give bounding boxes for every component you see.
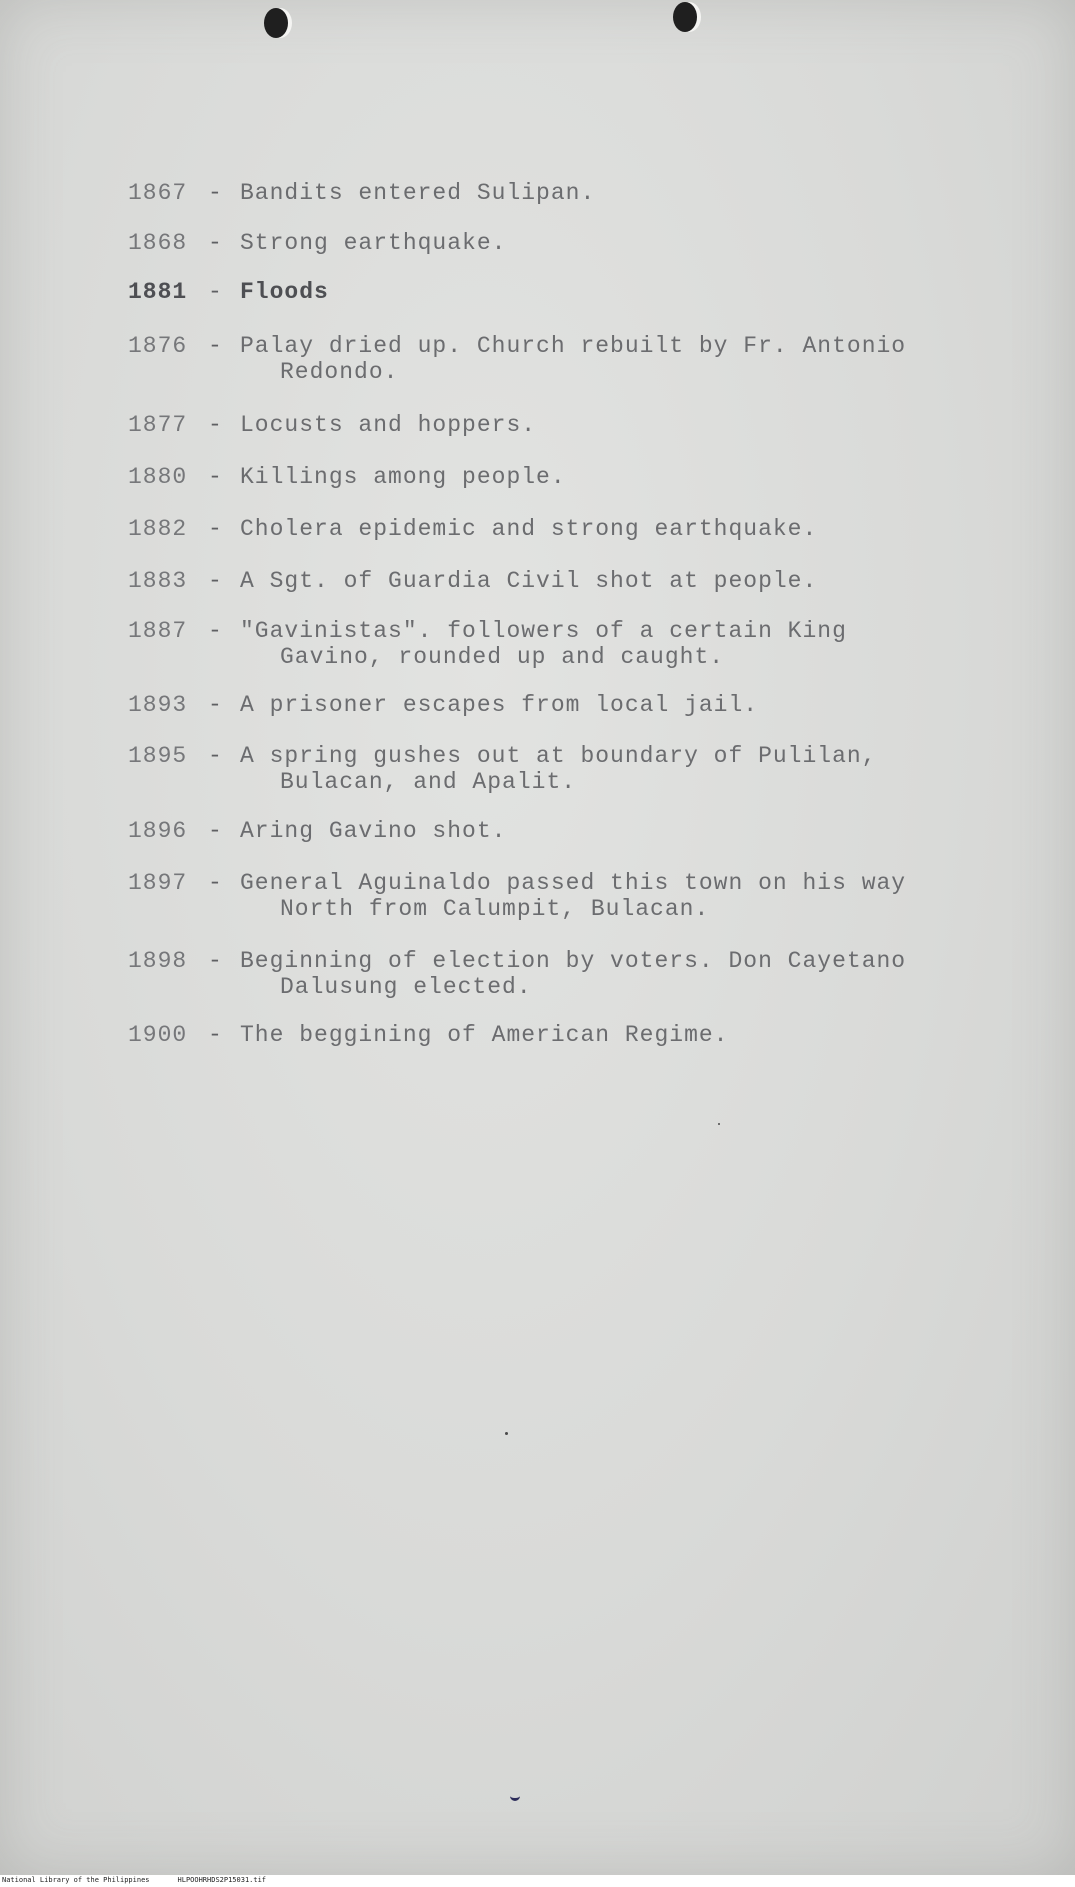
entry-continuation: North from Calumpit, Bulacan. <box>280 896 710 922</box>
entry-line: Bandits entered Sulipan. <box>240 180 596 206</box>
entry-dash: - <box>208 516 223 542</box>
entry-continuation: Bulacan, and Apalit. <box>280 769 577 795</box>
entry-line: Floods <box>240 279 329 305</box>
entry-continuation: Redondo. <box>280 359 399 385</box>
list-item <box>128 743 960 795</box>
entry-text <box>240 333 960 385</box>
entry-text <box>240 1022 960 1048</box>
entry-dash: - <box>208 333 223 359</box>
entry-year: 1887 <box>128 618 188 644</box>
entry-line: Palay dried up. Church rebuilt by Fr. Antonio <box>240 333 907 359</box>
entry-year: 1867 <box>128 180 188 206</box>
entry-line: A Sgt. of Guardia Civil shot at people. <box>240 568 818 594</box>
list-item <box>128 464 960 490</box>
list-item <box>128 516 960 542</box>
entry-dash: - <box>208 870 223 896</box>
list-item <box>128 568 960 594</box>
list-item <box>128 1022 960 1048</box>
list-item <box>128 333 960 385</box>
list-item <box>128 692 960 718</box>
list-item <box>128 279 960 305</box>
entry-line: The beggining of American Regime. <box>240 1022 729 1048</box>
list-item <box>128 618 960 670</box>
entry-dash: - <box>208 568 223 594</box>
entry-dash: - <box>208 230 223 256</box>
list-item <box>128 818 960 844</box>
entry-year: 1895 <box>128 743 188 769</box>
entry-line: A prisoner escapes from local jail. <box>240 692 759 718</box>
entry-year: 1896 <box>128 818 188 844</box>
entry-text <box>240 743 960 795</box>
entry-year: 1868 <box>128 230 188 256</box>
entry-line: General Aguinaldo passed this town on his way <box>240 870 907 896</box>
entry-dash: - <box>208 743 223 769</box>
entry-line: Strong earthquake. <box>240 230 507 256</box>
entry-dash: - <box>208 412 223 438</box>
entry-text <box>240 618 960 670</box>
entry-line: Cholera epidemic and strong earthquake. <box>240 516 818 542</box>
entry-line: Killings among people. <box>240 464 566 490</box>
entry-year: 1883 <box>128 568 188 594</box>
footer-library: National Library of the Philippines <box>2 1876 150 1884</box>
list-item <box>128 180 960 206</box>
entry-text <box>240 412 960 438</box>
list-item <box>128 230 960 256</box>
entry-line: A spring gushes out at boundary of Pulilan, <box>240 743 877 769</box>
entry-dash: - <box>208 618 223 644</box>
entry-dash: - <box>208 1022 223 1048</box>
list-item <box>128 948 960 1000</box>
list-item <box>128 870 960 922</box>
list-item <box>128 412 960 438</box>
entry-year: 1880 <box>128 464 188 490</box>
punch-hole-left <box>264 8 288 38</box>
entry-year: 1900 <box>128 1022 188 1048</box>
entry-text <box>240 279 960 305</box>
paper-speck <box>505 1432 508 1435</box>
entry-line: "Gavinistas". followers of a certain King <box>240 618 847 644</box>
entry-text <box>240 568 960 594</box>
entry-year: 1876 <box>128 333 188 359</box>
punch-hole-right <box>673 2 697 32</box>
entry-year: 1897 <box>128 870 188 896</box>
entry-text <box>240 230 960 256</box>
footer-file: HLPOOHRHDS2P15031.tif <box>177 1876 267 1884</box>
entry-year: 1881 <box>128 279 188 305</box>
entry-year: 1882 <box>128 516 188 542</box>
entry-dash: - <box>208 818 223 844</box>
entry-line: Locusts and hoppers. <box>240 412 537 438</box>
entry-year: 1898 <box>128 948 188 974</box>
entry-text <box>240 464 960 490</box>
entry-line: Aring Gavino shot. <box>240 818 507 844</box>
entry-dash: - <box>208 692 223 718</box>
entry-year: 1893 <box>128 692 188 718</box>
paper-speck <box>718 1123 720 1125</box>
entry-dash: - <box>208 948 223 974</box>
entry-text <box>240 818 960 844</box>
entry-text <box>240 870 960 922</box>
entry-text <box>240 692 960 718</box>
entry-dash: - <box>208 279 223 305</box>
entry-year: 1877 <box>128 412 188 438</box>
handwritten-page-mark <box>510 1790 520 1801</box>
entry-text <box>240 180 960 206</box>
entry-text <box>240 516 960 542</box>
scan-footer <box>2 1876 266 1884</box>
entry-dash: - <box>208 464 223 490</box>
entry-dash: - <box>208 180 223 206</box>
entry-text <box>240 948 960 1000</box>
entry-line: Beginning of election by voters. Don Cayetano <box>240 948 907 974</box>
entry-continuation: Gavino, rounded up and caught. <box>280 644 725 670</box>
entry-continuation: Dalusung elected. <box>280 974 532 1000</box>
